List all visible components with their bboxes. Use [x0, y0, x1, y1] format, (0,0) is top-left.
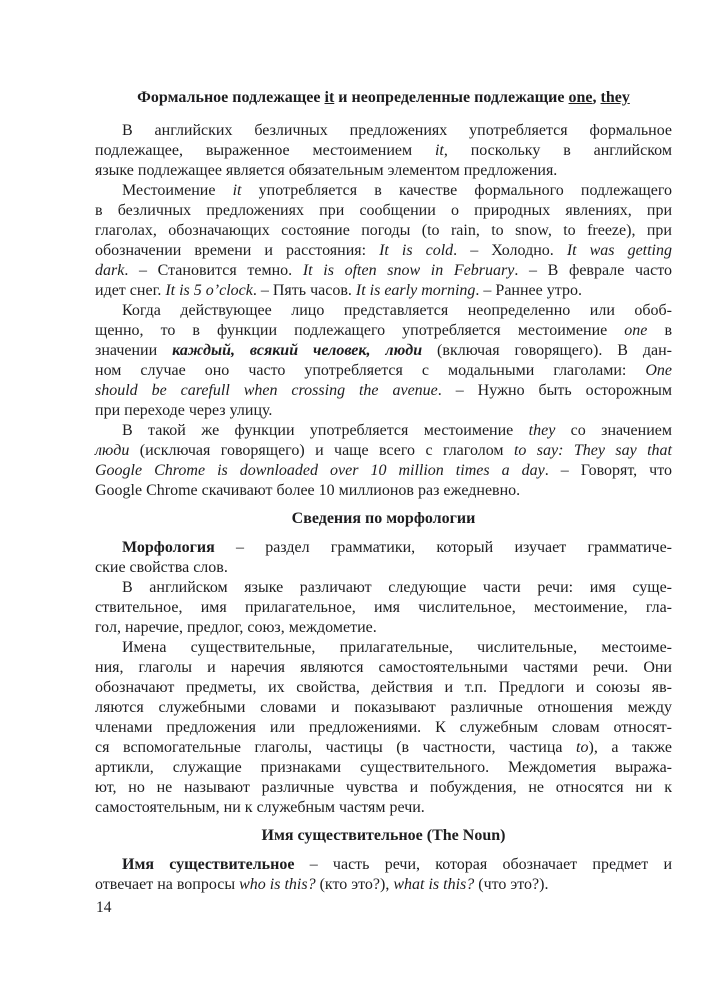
- text-segment: отвечает на вопросы: [95, 876, 240, 893]
- paragraph: [95, 638, 672, 818]
- text-line: [95, 241, 672, 261]
- text-segment: Google Chrome скачивают более 10 миллионов раз ежедневно.: [95, 482, 521, 499]
- text-line: [95, 221, 672, 241]
- text-segment: (исключая говорящего) и чаще всего с глаголом: [129, 442, 514, 459]
- text-segment: they: [600, 89, 630, 106]
- paragraph: [95, 181, 672, 301]
- text-segment: . – Становится темно.: [124, 262, 303, 279]
- text-segment: . – Холодно.: [453, 242, 567, 259]
- text-segment: со значением: [555, 422, 672, 439]
- text-segment: членами предложения или предложениями. К служебным словам относят-: [95, 719, 672, 736]
- text-segment: в безличных предложениях при сообщении о природных явлениях, при: [95, 202, 672, 219]
- text-segment: it: [232, 182, 242, 199]
- paragraph: [95, 421, 672, 501]
- paragraph: [95, 301, 672, 421]
- text-segment: каждый, всякий человек, люди: [172, 342, 423, 359]
- text-segment: should be carefull when crossing the avenue: [95, 382, 438, 399]
- text-line: [95, 261, 672, 281]
- text-segment: (включая говорящего). В дан-: [422, 342, 672, 359]
- text-segment: , поскольку в английском: [443, 142, 672, 159]
- paragraph: [95, 121, 672, 181]
- text-segment: в: [647, 322, 672, 339]
- text-segment: Имя существительное: [122, 856, 295, 873]
- text-line: [95, 121, 672, 141]
- page-number: 14: [96, 899, 112, 916]
- text-segment: (что это?).: [474, 876, 549, 893]
- text-segment: ские свойства слов.: [95, 559, 228, 576]
- text-segment: One: [645, 362, 672, 379]
- text-segment: Формальное подлежащее: [137, 89, 325, 106]
- text-line: [95, 201, 672, 221]
- text-line: [95, 698, 672, 718]
- section-title-formal-subject: [95, 88, 672, 108]
- text-segment: one: [624, 322, 648, 339]
- text-segment: it: [324, 89, 335, 106]
- text-segment: ном случае оно часто употребляется с модальными глаголами:: [95, 362, 646, 379]
- text-segment: глаголах, обозначающих состояние погоды (to rain, to snow, to freeze), при: [95, 222, 672, 239]
- paragraph: [95, 538, 672, 578]
- section-heading-morphology: [95, 509, 672, 529]
- text-segment: – раздел грамматики, который изучает грамматиче-: [214, 539, 672, 556]
- section-heading-noun: [95, 826, 672, 846]
- text-line: [95, 778, 672, 798]
- text-segment: Имена существительные, прилагательные, числительные, местоиме-: [122, 639, 672, 656]
- text-segment: ют, но не называют различные чувства и побуждения, не относятся ни к: [95, 779, 672, 796]
- text-segment: употребляется в качестве формального подлежащего: [241, 182, 673, 199]
- text-line: [95, 161, 672, 181]
- text-segment: – часть речи, которая обозначает предмет и: [294, 856, 672, 873]
- text-segment: what is this?: [393, 876, 475, 893]
- text-line: [95, 638, 672, 658]
- text-line: [95, 618, 672, 638]
- text-segment: обозначают предметы, их свойства, действия и т.п. Предлоги и союзы яв-: [95, 679, 672, 696]
- text-segment: Сведения по морфологии: [291, 510, 476, 527]
- text-segment: люди: [95, 442, 130, 459]
- text-segment: В английском языке различают следующие части речи: имя суще-: [122, 579, 672, 596]
- text-segment: ,: [592, 89, 601, 106]
- text-segment: It was getting: [566, 242, 673, 259]
- text-segment: ствительное, имя прилагательное, имя числительное, местоимение, гла-: [95, 599, 672, 616]
- text-segment: it: [434, 142, 444, 159]
- text-segment: . – В феврале часто: [514, 262, 672, 279]
- text-line: [95, 481, 672, 501]
- text-line: [95, 798, 672, 818]
- text-line: [95, 281, 672, 301]
- text-line: [95, 658, 672, 678]
- text-segment: идет снег.: [95, 282, 166, 299]
- text-segment: to: [576, 739, 589, 756]
- text-segment: Местоимение: [122, 182, 233, 199]
- text-line: [95, 441, 672, 461]
- text-segment: It is often snow in February: [302, 262, 515, 279]
- text-segment: Морфология: [122, 539, 215, 556]
- text-segment: ния, глаголы и наречия являются самостоятельными частями речи. Они: [95, 659, 672, 676]
- text-line: [95, 578, 672, 598]
- text-line: [95, 421, 672, 441]
- text-segment: языке подлежащее является обязательным элементом предложения.: [95, 162, 558, 179]
- text-line: [95, 855, 672, 875]
- text-line: [95, 738, 672, 758]
- text-line: [95, 718, 672, 738]
- text-segment: It is 5 o’clock: [165, 282, 253, 299]
- text-line: [95, 558, 672, 578]
- text-line: [95, 361, 672, 381]
- text-line: [95, 758, 672, 778]
- text-segment: dark: [95, 262, 125, 279]
- text-segment: самостоятельным, ни к служебным частям речи.: [95, 799, 425, 816]
- paragraph: [95, 578, 672, 638]
- text-line: [95, 678, 672, 698]
- text-line: [95, 321, 672, 341]
- text-segment: артикли, служащие признаками существительного. Междометия выража-: [95, 759, 672, 776]
- paragraph: [95, 855, 672, 895]
- text-line: [95, 381, 672, 401]
- text-segment: при переходе через улицу.: [95, 402, 273, 419]
- text-line: [95, 401, 672, 421]
- text-segment: Имя существительное (The Noun): [261, 827, 506, 844]
- text-segment: they: [528, 422, 556, 439]
- text-segment: и неопределенные подлежащие: [334, 89, 569, 106]
- text-segment: ся вспомогательные глаголы, частицы (в частности, частица: [95, 739, 577, 756]
- text-segment: ляются служебными словами и показывают различные отношения между: [95, 699, 672, 716]
- text-segment: обозначении времени и расстояния:: [95, 242, 380, 259]
- text-line: [95, 461, 672, 481]
- text-segment: Когда действующее лицо представляется неопределенно или обоб-: [122, 302, 672, 319]
- text-line: [95, 141, 672, 161]
- text-line: [95, 875, 672, 895]
- text-segment: В такой же функции употребляется местоимение: [122, 422, 529, 439]
- text-segment: щенно, то в функции подлежащего употребляется местоимение: [95, 322, 625, 339]
- text-segment: . – Говорят, что: [544, 462, 673, 479]
- text-segment: . – Пять часов.: [252, 282, 356, 299]
- text-segment: гол, наречие, предлог, союз, междометие.: [95, 619, 377, 636]
- text-segment: . – Нужно быть осторожным: [437, 382, 673, 399]
- text-segment: Google Chrome is downloaded over 10 million times a day: [95, 462, 545, 479]
- text-segment: It is early morning: [355, 282, 476, 299]
- text-segment: подлежащее, выраженное местоимением: [95, 142, 435, 159]
- text-segment: В английских безличных предложениях употребляется формальное: [122, 122, 672, 139]
- text-segment: who is this?: [239, 876, 316, 893]
- text-column: [95, 88, 672, 895]
- text-line: [95, 181, 672, 201]
- text-line: [95, 301, 672, 321]
- text-segment: . – Раннее утро.: [475, 282, 582, 299]
- text-line: [95, 598, 672, 618]
- text-line: [95, 538, 672, 558]
- text-segment: значении: [95, 342, 173, 359]
- text-segment: ), а также: [588, 739, 673, 756]
- text-segment: one: [568, 89, 593, 106]
- text-segment: to say: They say that: [513, 442, 672, 459]
- text-line: [95, 341, 672, 361]
- text-segment: (кто это?),: [315, 876, 394, 893]
- text-segment: It is cold: [379, 242, 454, 259]
